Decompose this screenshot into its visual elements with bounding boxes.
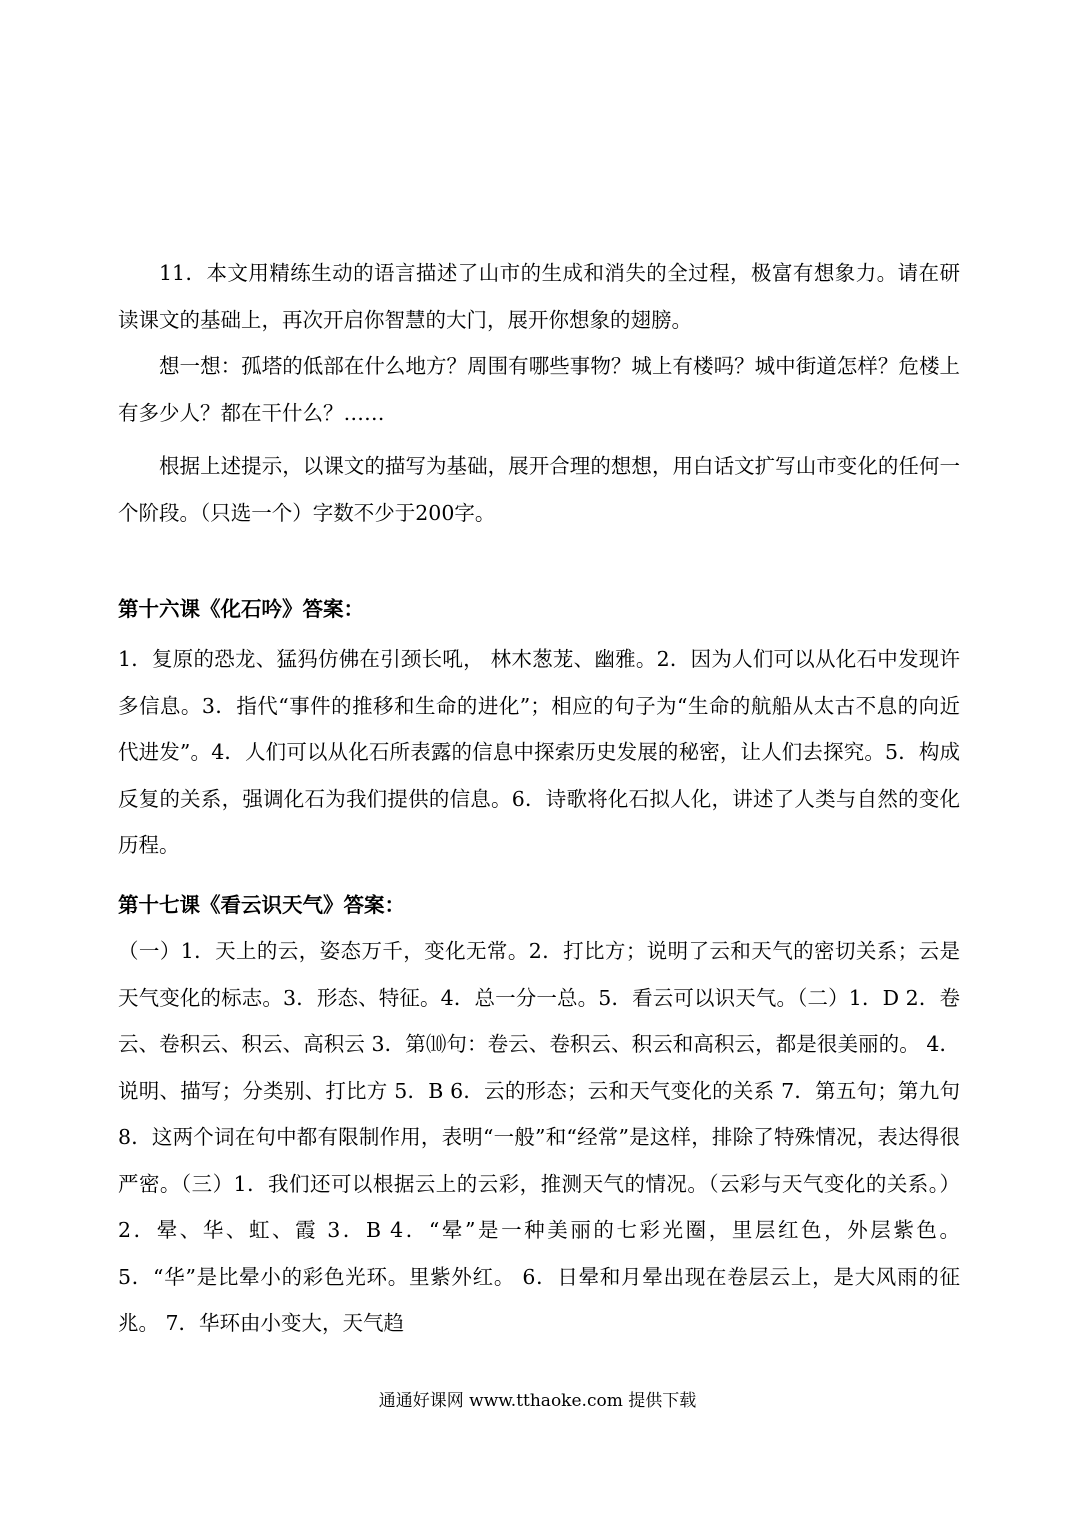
question-task-paragraph: 根据上述提示，以课文的描写为基础，展开合理的想想，用白话文扩写山市变化的任何一个阶段。（只选一个）字数不少于200字。 xyxy=(118,454,960,525)
lesson-17-answers: （一）1．天上的云，姿态万千，变化无常。2．打比方；说明了云和天气的密切关系；云是天气变化的标志。3．形态、特征。4．总一分一总。5．看云可以识天气。（二）1．D 2．卷云、卷积云、积云、高积云 3．第⑽句：卷云、卷积云、积云和高积云，都是很美丽的。 4．说明、描写；分类别、打比方 5．B 6．云的形态；云和天气变化的关系 7．第五句；第九句 8．这两个词在句中都有限制作用，表明“一般”和“经常”是这样，排除了特殊情况，表达得很严密。（三）1．我们还可以根据云上的云彩，推测天气的情况。（云彩与天气变化的关系。） 2．晕、华、虹、霞 3．B 4．“晕”是一种美丽的七彩光圈，里层红色，外层紫色。 5．“华”是比晕小的彩色光环。里紫外红。 6．日晕和月晕出现在卷层云上，是大风雨的征兆。 7．华环由小变大，天气趋 xyxy=(118,939,960,1335)
question-think-paragraph: 想一想：孤塔的低部在什么地方？周围有哪些事物？城上有楼吗？城中街道怎样？危楼上有多少人？都在干什么？…… xyxy=(118,354,960,425)
lesson-17-heading: 第十七课《看云识天气》答案： xyxy=(118,893,405,917)
question-11-paragraph: 11．本文用精练生动的语言描述了山市的生成和消失的全过程，极富有想象力。请在研读课文的基础上，再次开启你智慧的大门，展开你想象的翅膀。 xyxy=(118,261,960,332)
lesson-16-heading: 第十六课《化石吟》答案： xyxy=(118,597,364,621)
page-footer: 通通好课网 www.tthaoke.com 提供下载 xyxy=(378,1391,697,1411)
lesson-16-answers: 1．复原的恐龙、猛犸仿佛在引颈长吼， 林木葱茏、幽雅。2．因为人们可以从化石中发现许多信息。3．指代“事件的推移和生命的进化”；相应的句子为“生命的航船从太古不息的向近代进发”。4．人们可以从化石所表露的信息中探索历史发展的秘密，让人们去探究。5．构成反复的关系，强调化石为我们提供的信息。6．诗歌将化石拟人化，讲述了人类与自然的变化历程。 xyxy=(118,647,960,857)
